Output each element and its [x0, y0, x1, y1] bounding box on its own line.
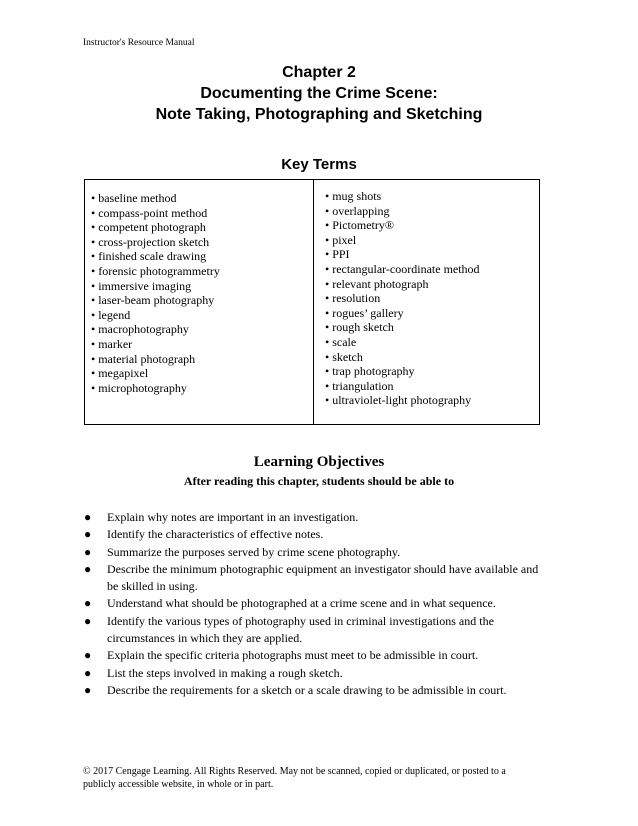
chapter-title-line-1: Documenting the Crime Scene: — [200, 85, 438, 102]
learning-objective-item — [84, 665, 544, 682]
learning-objective-text: Understand what should be photographed at a crime scene and in what sequence. — [107, 596, 496, 611]
bullet-icon: ● — [84, 544, 92, 559]
learning-objectives-list — [84, 509, 544, 699]
learning-objective-item — [84, 509, 544, 526]
key-term-item: • microphotography — [91, 381, 220, 396]
key-term-item: • rectangular-coordinate method — [325, 262, 480, 277]
key-term-item: • triangulation — [325, 379, 480, 394]
learning-objective-text: List the steps involved in making a rough sketch. — [107, 665, 343, 680]
page-header: Instructor's Resource Manual — [83, 38, 195, 48]
key-term-item: • marker — [91, 337, 220, 352]
chapter-title-line-2: Note Taking, Photographing and Sketching — [155, 106, 483, 123]
key-term-item: • rogues’ gallery — [325, 306, 480, 321]
learning-objective-item — [84, 682, 544, 699]
key-term-item: • finished scale drawing — [91, 249, 220, 264]
key-term-item: • compass-point method — [91, 206, 220, 221]
key-term-item: • resolution — [325, 291, 480, 306]
learning-objective-text: Explain the specific criteria photographs must meet to be admissible in court. — [107, 648, 479, 663]
learning-objective-item — [84, 647, 544, 664]
key-term-item: • pixel — [325, 233, 480, 248]
learning-objective-text: Identify the various types of photography used in criminal investigations and the circumstances in which they are applied. — [107, 613, 494, 646]
learning-objective-item — [84, 595, 544, 612]
chapter-title-block — [0, 62, 638, 125]
learning-objectives-heading: Learning Objectives — [253, 454, 385, 470]
bullet-icon: ● — [84, 561, 92, 576]
key-term-item: • forensic photogrammetry — [91, 264, 220, 279]
key-term-item: • overlapping — [325, 204, 480, 219]
key-term-item: • laser-beam photography — [91, 293, 220, 308]
learning-objective-item — [84, 526, 544, 543]
key-term-item: • PPI — [325, 247, 480, 262]
key-term-item: • mug shots — [325, 189, 480, 204]
bullet-icon: ● — [84, 527, 92, 542]
key-term-item: • competent photograph — [91, 220, 220, 235]
bullet-icon: ● — [84, 665, 92, 680]
bullet-icon: ● — [84, 596, 92, 611]
key-term-item: • material photograph — [91, 352, 220, 367]
key-term-item: • trap photography — [325, 364, 480, 379]
key-term-item: • rough sketch — [325, 320, 480, 335]
key-terms-heading: Key Terms — [281, 156, 357, 173]
footer-line-2: publicly accessible website, in whole or in part. — [83, 779, 274, 790]
bullet-icon: ● — [84, 510, 92, 524]
key-term-item: • ultraviolet-light photography — [325, 393, 480, 408]
bullet-icon: ● — [84, 682, 92, 697]
bullet-icon: ● — [84, 613, 92, 628]
learning-objective-text: Explain why notes are important in an investigation. — [107, 510, 359, 524]
learning-objective-text: Describe the requirements for a sketch or a scale drawing to be admissible in court. — [107, 682, 507, 697]
key-term-item: • Pictometry® — [325, 218, 480, 233]
learning-objective-item — [84, 561, 544, 596]
key-term-item: • macrophotography — [91, 322, 220, 337]
learning-objectives-subheading: After reading this chapter, students should be able to — [183, 474, 455, 488]
chapter-number: Chapter 2 — [282, 64, 356, 81]
learning-objective-text: Identify the characteristics of effective notes. — [107, 527, 324, 542]
key-terms-left-column — [91, 191, 220, 395]
key-term-item: • megapixel — [91, 366, 220, 381]
learning-objective-text: Summarize the purposes served by crime scene photography. — [107, 544, 401, 559]
column-divider — [313, 180, 314, 424]
footer-line-1: © 2017 Cengage Learning. All Rights Reserved. May not be scanned, copied or duplicated, or posted to a — [83, 766, 506, 777]
key-term-item: • legend — [91, 308, 220, 323]
key-term-item: • cross-projection sketch — [91, 235, 220, 250]
copyright-footer — [83, 765, 553, 791]
key-terms-table — [84, 179, 540, 425]
key-term-item: • scale — [325, 335, 480, 350]
learning-objective-text: Describe the minimum photographic equipment an investigator should have available and be skilled in using. — [107, 561, 539, 594]
key-term-item: • baseline method — [91, 191, 220, 206]
key-terms-right-column — [325, 189, 480, 408]
learning-objective-item — [84, 544, 544, 561]
learning-objective-item — [84, 613, 544, 648]
key-term-item: • sketch — [325, 350, 480, 365]
bullet-icon: ● — [84, 648, 92, 663]
key-term-item: • relevant photograph — [325, 277, 480, 292]
key-term-item: • immersive imaging — [91, 279, 220, 294]
